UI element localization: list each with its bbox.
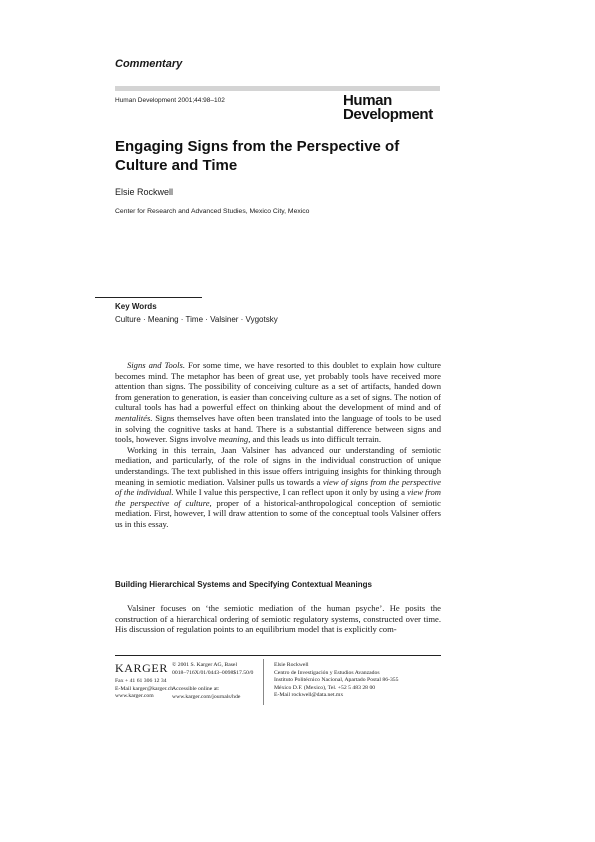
publisher-email: E-Mail karger@karger.ch (115, 685, 174, 692)
key-words-rule (95, 297, 202, 298)
article-title: Engaging Signs from the Perspective of Culture and Time (115, 138, 400, 174)
p2-run-1: view of signs from the perspective of the individual. (115, 476, 441, 498)
key-words-heading: Key Words (115, 302, 157, 311)
footer-divider (263, 659, 264, 705)
journal-logo-line2: Development (343, 106, 433, 123)
journal-citation: Human Development 2001;44:98–102 (115, 97, 225, 104)
p2-run-0: Working in this terrain, Jaan Valsiner has advanced our understanding of semiotic mediation, and particularly, of the role of signs in the individual construction of unique understandings. The text published in this issue offers intriguing insights for thinking through meaning in semiotic mediation. Valsiner pulls us towards a (115, 444, 441, 487)
section-body-text (115, 603, 441, 635)
correspondence-city: México D.F. (Mexico), Tel. +52 5 483 28 00 (274, 684, 376, 691)
publisher-website: www.karger.com (115, 693, 154, 700)
p1-run-2: mentalités. (115, 412, 153, 423)
p2-run-4: proper of a historical-anthropological conception of semiotic mediation. First, however, I will draw attention to some of the conceptual tools Valsiner offers us in this essay. (115, 497, 441, 529)
body-text (115, 360, 441, 530)
p1-run-0: Signs and Tools. (127, 360, 185, 370)
publisher-contact (115, 678, 173, 701)
paragraph-valsiner-terrain (115, 445, 441, 530)
online-access-url[interactable]: www.karger.com/journals/hde (172, 693, 241, 700)
footer-rule (115, 655, 441, 656)
journal-logo (343, 94, 443, 122)
online-access-label: Accessible online at: (172, 686, 220, 692)
correspondence-name: Elsie Rockwell (274, 662, 309, 668)
key-words-list: Culture · Meaning · Time · Valsiner · Vygotsky (115, 315, 278, 324)
online-access-block (172, 686, 240, 701)
paragraph-signs-and-tools (115, 360, 441, 445)
author-affiliation: Center for Research and Advanced Studies, Mexico City, Mexico (115, 208, 310, 215)
p1-run-3: Signs themselves have often been translated into the language of tools to be used in solving the cognitive tasks at hand. There is a substantial difference between signs and tools, however. Signs involve (115, 412, 441, 445)
correspondence-institution: Instituto Politécnico Nacional, Apartado Postal 86-355 (274, 677, 399, 684)
paragraph-semiotic-mediation: Valsiner focuses on ‘the semiotic mediation of the human psyche’. He posits the construction of a hierarchical ordering of semiotic regulatory systems, constructed over time. His discussion of regulation points to an equilibrium model that is explicitly com- (115, 603, 441, 635)
publisher-logo: KARGER (115, 661, 168, 675)
correspondence-department: Centro de Investigación y Estudios Avanzados (274, 669, 380, 676)
journal-logo-line1: Human (343, 92, 392, 109)
issn-code: 0018–716X/01/0443–0098$17.50/0 (172, 669, 254, 676)
correspondence-address (274, 662, 398, 700)
p2-run-3: view from the perspective of culture, (115, 487, 441, 508)
publisher-fax: Fax + 41 61 306 12 34 (115, 678, 167, 684)
author-name: Elsie Rockwell (115, 187, 174, 197)
copyright-block (172, 662, 253, 677)
correspondence-email[interactable]: E-Mail rockwell@data.net.mx (274, 692, 344, 699)
copyright-notice: © 2001 S. Karger AG, Basel (172, 662, 238, 668)
section-label: Commentary (115, 58, 183, 70)
section-heading: Building Hierarchical Systems and Specifying Contextual Meanings (115, 580, 372, 589)
header-rule (115, 86, 440, 91)
p1-run-4: meaning, (218, 434, 251, 445)
p1-run-1: For some time, we have resorted to this doublet to explain how culture becomes mind. The metaphor has been of great use, yet probably tools have received more attention than signs. The possibility of conceiving culture as a set of artifacts, handed down from generation to generation, is easier than conceiving culture as a set of signs. The notion of cultural tools has had a powerful effect on thinking about the development of mind and of (115, 360, 441, 413)
p1-run-5: and this leads us into difficult terrain. (250, 434, 381, 445)
p2-run-2: While I value this perspective, I can reflect upon it only by using a (173, 487, 408, 498)
